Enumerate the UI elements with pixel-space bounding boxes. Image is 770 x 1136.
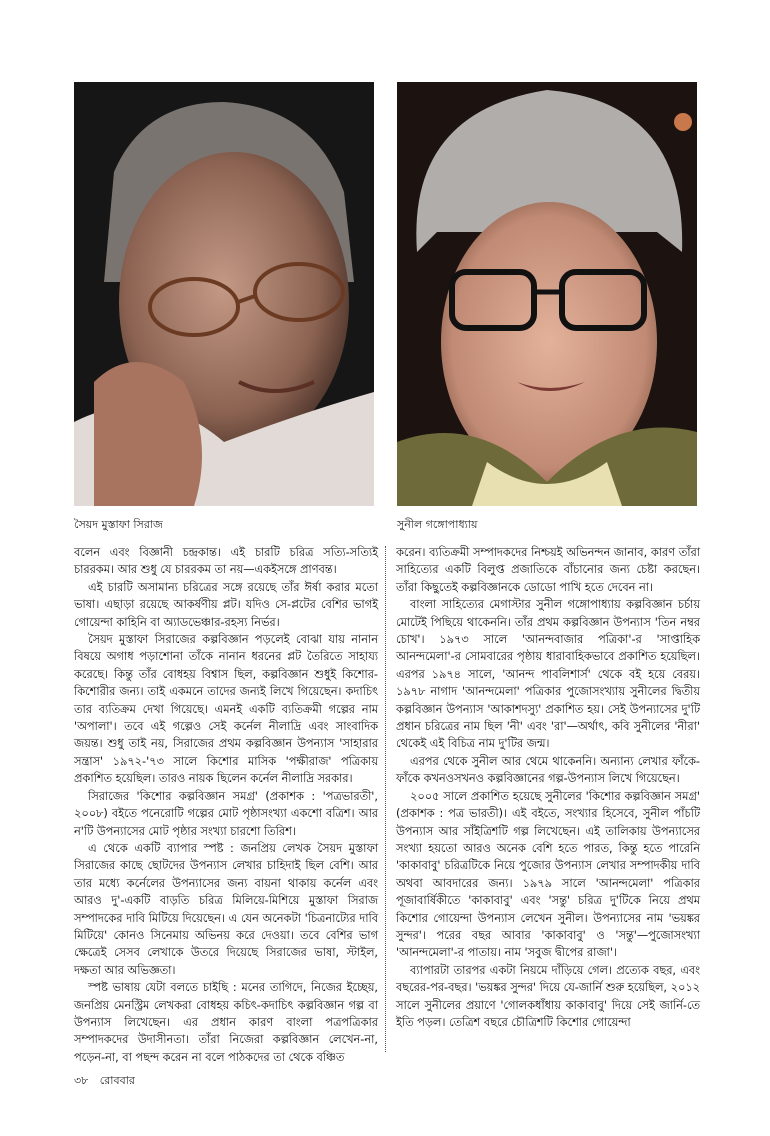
paragraph: সৈয়দ মুস্তাফা সিরাজের কল্পবিজ্ঞান পড়লেই বোঝা যায় নানান বিষয়ে অগাধ পড়াশোনা তাঁকে নানান ধরনের প্লট তৈরিতে সাহায্য করেছে। কিন্তু তাঁর বোধহয় বিশ্বাস ছিল, কল্পবিজ্ঞান শুধুই কিশোর-কিশোরীর জন্য। তাই একমনে তাদের জন্যই লিখে গিয়েছেন। কদাচিৎ তার ব্যতিক্রম দেখা গিয়েছে। এমনই একটি ব্যতিক্রমী গল্পের নাম 'অপালা'। তবে এই গল্পেও সেই কর্নেল নীলাদ্রি এবং সাংবাদিক জয়ন্ত। শুধু তাই নয়, সিরাজের প্রথম কল্পবিজ্ঞান উপন্যাস 'সাহারার সন্ত্রাস' ১৯৭২-'৭৩ সালে কিশোর মাসিক 'পক্ষীরাজ' পত্রিকায় প্রকাশিত হয়েছিল। তারও নায়ক ছিলেন কর্নেল নীলাদ্রি সরকার।: [74, 633, 378, 786]
photo-caption-left: সৈয়দ মুস্তাফা সিরাজ: [74, 518, 163, 531]
paragraph: এই চারটি অসামান্য চরিত্রের সঙ্গে রয়েছে তাঁর ঈর্ষা করার মতো ভাষা। এছাড়া রয়েছে আকর্ষণীয় প্লট। যদিও সে-প্লটের বেশির ভাগই গোয়েন্দা কাহিনি বা অ্যাডভেঞ্চার-রহস্য নির্ভর।: [74, 580, 378, 629]
photo-syed-mustafa-siraj: [74, 82, 374, 506]
photo-caption-right: সুনীল গঙ্গোপাধ্যায়: [397, 518, 478, 531]
paragraph: ব্যাপারটা তারপর একটা নিয়মে দাঁড়িয়ে গেল। প্রত্যেক বছর, এবং বছরের-পর-বছর। 'ভয়ঙ্কর সুন্দর' দিয়ে যে-জার্নি শুরু হয়েছিল, ২০১২ সালে সুনীলের প্রয়াণে 'গোলকধাঁধায় কাকাবাবু' দিয়ে সেই জার্নি-তে ইতি পড়ল। তেত্রিশ বছরে চৌত্রিশটি কিশোর গোয়েন্দা: [396, 963, 700, 1029]
paragraph: এ থেকে একটি ব্যাপার স্পষ্ট : জনপ্রিয় লেখক সৈয়দ মুস্তাফা সিরাজের কাছে ছোটদের উপন্যাস লেখার চাহিদাই ছিল বেশি। আর তার মধ্যে কর্নেলের উপন্যাসের জন্য বায়না থাকায় কর্নেল এবং আরও দু'-একটি বাড়তি চরিত্র মিলিয়ে-মিশিয়ে মুস্তাফা সিরাজ সম্পাদকের দাবি মিটিয়ে দিয়েছেন। এ যেন অনেকটা 'চিত্রনাট্যের দাবি মিটিয়ে' কোনও সিনেমায় অভিনয় করে দেওয়া। তবে বেশির ভাগ ক্ষেত্রেই সেসব লেখাকে উতরে দিয়েছে সিরাজের ভাষা, স্টাইল, দক্ষতা আর অভিজ্ঞতা।: [74, 841, 378, 977]
text-column-left: [74, 544, 378, 1064]
paragraph: ২০০৫ সালে প্রকাশিত হয়েছে সুনীলের 'কিশোর কল্পবিজ্ঞান সমগ্র' (প্রকাশক : পত্র ভারতী)। এই বইতে, সংখ্যার হিসেবে, সুনীল পাঁচটি উপন্যাস আর সাঁইত্রিশটি গল্প লিখেছেন। এই তালিকায় উপন্যাসের সংখ্যা হয়তো আরও অনেক বেশি হতে পারত, কিন্তু হতে পারেনি 'কাকাবাবু' চরিত্রটিকে নিয়ে পুজোর উপন্যাস লেখার সম্পাদকীয় দাবি অথবা আবদারের জন্য। ১৯৭৯ সালে 'আনন্দমেলা' পত্রিকার পূজাবার্ষিকীতে 'কাকাবাবু' এবং 'সন্তু' চরিত্র দু'টিকে নিয়ে প্রথম কিশোর গোয়েন্দা উপন্যাস লেখেন সুনীল। উপন্যাসের নাম 'ভয়ঙ্কর সুন্দর'। পরের বছর আবার 'কাকাবাবু' ও 'সন্তু'—পুজোসংখ্যা 'আনন্দমেলা'-র পাতায়। নাম 'সবুজ দ্বীপের রাজা'।: [396, 789, 700, 960]
paragraph: এরপর থেকে সুনীল আর থেমে থাকেননি। অন্যান্য লেখার ফাঁকে-ফাঁকে কখনওসখনও কল্পবিজ্ঞানের গল্প-উপন্যাস লিখে গিয়েছেন।: [396, 754, 700, 786]
paragraph: বলেন এবং বিজ্ঞানী চন্দ্রকান্ত। এই চারটি চরিত্র সত্যি-সত্যিই চাররকম। আর শুধু যে চাররকম তা নয়—একইসঙ্গে প্রাণবন্ত।: [74, 546, 378, 577]
paragraph: সিরাজের 'কিশোর কল্পবিজ্ঞান সমগ্র' (প্রকাশক : 'পত্রভারতী', ২০০৮) বইতে পনেরোটি গল্পের মোট পৃষ্ঠাসংখ্যা একশো বত্রিশ। আর ন'টি উপন্যাসের মোট পৃষ্ঠার সংখ্যা চারশো তিরিশ।: [74, 789, 378, 838]
column-divider: [385, 546, 386, 1052]
portrait-image: [397, 82, 697, 506]
text-column-right: [396, 544, 700, 1054]
page-number: ৩৮: [74, 1074, 89, 1087]
photo-sunil-gangopadhyay: [397, 82, 697, 506]
magazine-name: রোববার: [99, 1074, 135, 1087]
page-footer: [74, 1072, 143, 1091]
portrait-image: [74, 82, 374, 506]
paragraph: বাংলা সাহিত্যের মেগাস্টার সুনীল গঙ্গোপাধ্যায় কল্পবিজ্ঞান চর্চায় মোটেই পিছিয়ে থাকেননি। তাঁর প্রথম কল্পবিজ্ঞান উপন্যাস 'তিন নম্বর চোখ'। ১৯৭৩ সালে 'আনন্দবাজার পত্রিকা'-র 'সাপ্তাহিক আনন্দমেলা'-র সোমবারের পৃষ্ঠায় ধারাবাহিকভাবে প্রকাশিত হয়েছিল। এরপর ১৯৭৪ সালে, 'আনন্দ পাবলিশার্স' থেকে বই হয়ে বেরয়। ১৯৭৮ নাগাদ 'আনন্দমেলা' পত্রিকার পুজোসংখ্যায় সুনীলের দ্বিতীয় কল্পবিজ্ঞান উপন্যাস 'আকাশদস্যু' প্রকাশিত হয়। সেই উপন্যাসের দু'টি প্রধান চরিত্রের নাম ছিল 'নী' এবং 'রা'—অর্থাৎ, কবি সুনীলের 'নীরা' থেকেই এই বিচিত্র নাম দু'টির জন্ম।: [396, 598, 700, 751]
paragraph: করেন। ব্যতিক্রমী সম্পাদকদের নিশ্চয়ই অভিনন্দন জানাব, কারণ তাঁরা সাহিত্যের একটি বিলুপ্ত প্রজাতিকে বাঁচানোর জন্য চেষ্টা করছেন। তাঁরা কিছুতেই কল্পবিজ্ঞানকে ডোডো পাখি হতে দেবেন না।: [396, 546, 700, 594]
paragraph: স্পষ্ট ভাষায় যেটা বলতে চাইছি : মনের তাগিদে, নিজের ইচ্ছেয়, জনপ্রিয় মেনস্ট্রিম লেখকরা বোধহয় কচিৎ-কদাচিৎ কল্পবিজ্ঞান গল্প বা উপন্যাস লিখেছেন। এর প্রধান কারণ বাংলা পত্রপত্রিকার সম্পাদকদের উদাসীনতা। তাঁরা নিজেরা কল্পবিজ্ঞান লেখেন-না, পড়েন-না, বা পছন্দ করেন না বলে পাঠকদের তা থেকে বঞ্চিত: [74, 981, 378, 1064]
